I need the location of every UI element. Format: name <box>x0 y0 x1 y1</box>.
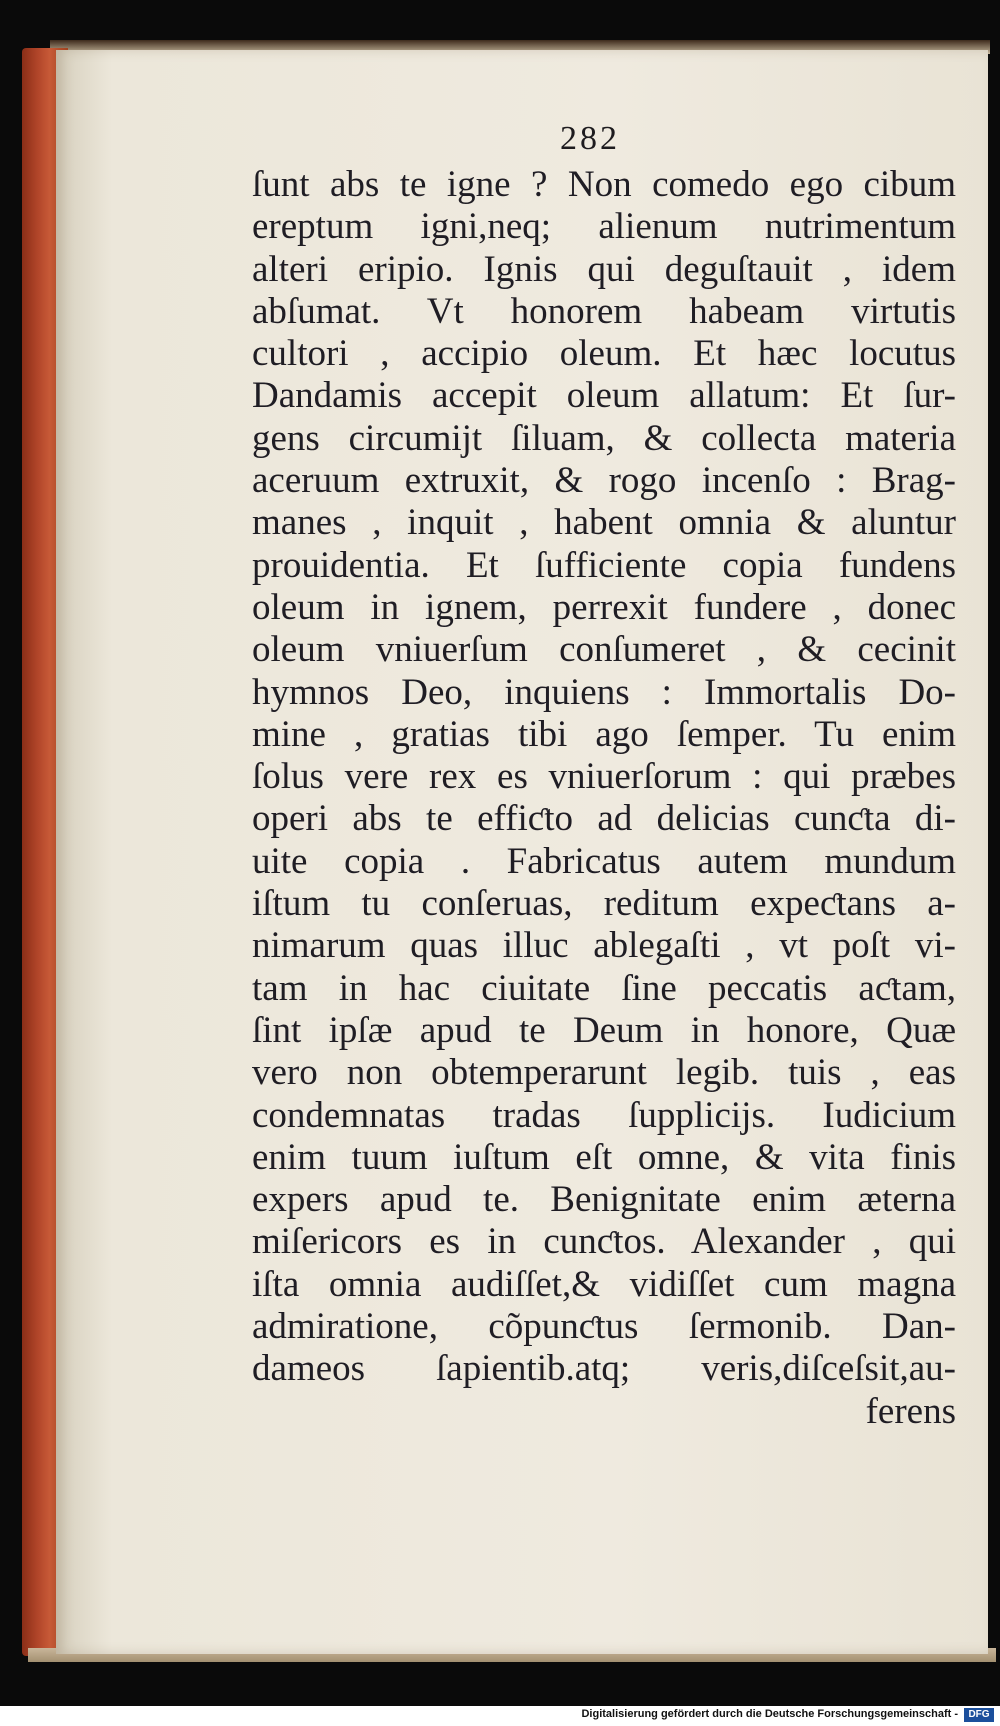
text-line: uite copia . Fabricatus autem mundum <box>252 840 956 882</box>
text-line: nimarum quas illuc ablegaſti , vt poſt vi- <box>252 925 956 967</box>
text-line: enim tuum iuſtum eſt omne, & vita finis <box>252 1136 956 1178</box>
text-line: ſunt abs te igne ? Non comedo ego cibum <box>252 164 956 205</box>
dfg-logo: DFG <box>964 1708 994 1722</box>
text-line: ſolus vere rex es vniuerſorum : qui præbes <box>252 756 956 798</box>
text-line: Dandamis accepit oleum allatum: Et ſur- <box>252 375 956 417</box>
text-line: operi abs te effiƈto ad delicias cunƈta di- <box>252 798 956 840</box>
catchword: ferens <box>865 1390 956 1432</box>
text-line: ſint ipſæ apud te Deum in honore, Quæ <box>252 1009 956 1051</box>
text-line: hymnos Deo, inquiens : Immortalis Do- <box>252 671 956 713</box>
text-line: mine , gratias tibi ago ſemper. Tu enim <box>252 713 956 755</box>
text-line: dameos ſapientib.atq; veris,diſceſsit,au- <box>252 1348 956 1390</box>
text-line: gens circumijt ſiluam, & collecta materia <box>252 417 956 459</box>
text-line: abſumat. Vt honorem habeam virtutis <box>252 290 956 332</box>
text-line: oleum in ignem, perrexit fundere , donec <box>252 586 956 628</box>
text-line: iſta omnia audiſſet,& vidiſſet cum magna <box>252 1263 956 1305</box>
page-number: 282 <box>560 120 620 157</box>
text-line: admiratione, cõpunƈtus ſermonib. Dan- <box>252 1306 956 1348</box>
text-line: cultori , accipio oleum. Et hæc locutus <box>252 333 956 375</box>
text-line: prouidentia. Et ſufficiente copia fundens <box>252 544 956 586</box>
text-line: condemnatas tradas ſupplicijs. Iudicium <box>252 1094 956 1136</box>
text-line: iſtum tu conſeruas, reditum expeƈtans a- <box>252 883 956 925</box>
text-line: aceruum extruxit, & rogo incenſo : Brag- <box>252 460 956 502</box>
text-line: ereptum igni,neq; alienum nutrimentum <box>252 206 956 248</box>
text-line: manes , inquit , habent omnia & aluntur <box>252 502 956 544</box>
digitization-credit: Digitalisierung gefördert durch die Deutsche Forschungsgemeinschaft - <box>581 1708 958 1720</box>
page-body-text <box>252 164 956 1433</box>
text-line: miſericors es in cunƈtos. Alexander , qui <box>252 1221 956 1263</box>
text-line: expers apud te. Benignitate enim æterna <box>252 1179 956 1221</box>
text-line: tam in hac ciuitate ſine peccatis aƈtam, <box>252 967 956 1009</box>
text-line: vero non obtemperarunt legib. tuis , eas <box>252 1052 956 1094</box>
text-line: alteri eripio. Ignis qui deguſtauit , idem <box>252 248 956 290</box>
text-line: oleum vniuerſum conſumeret , & cecinit <box>252 629 956 671</box>
